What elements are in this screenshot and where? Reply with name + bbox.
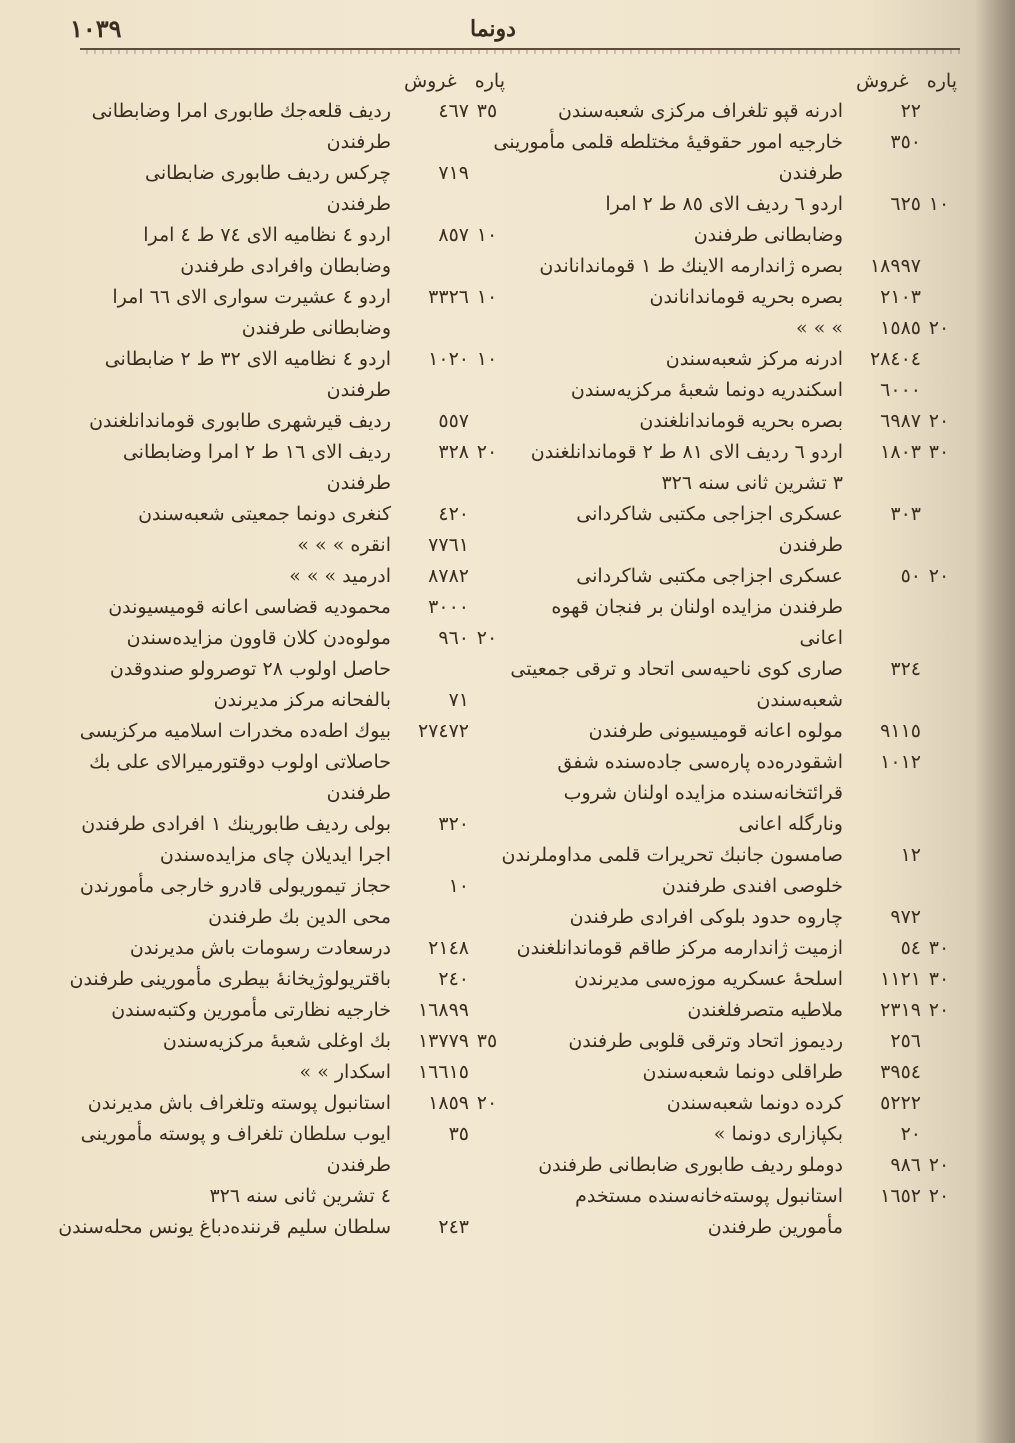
para-amount	[469, 592, 505, 623]
para-amount: ٢٠	[928, 565, 950, 587]
qurush-amount: ٥٠	[900, 565, 921, 587]
donor-text-continuation: وضابطانى طرفندن	[241, 317, 391, 339]
donor-text-continuation: طرفندن	[326, 1154, 391, 1176]
donation-entry	[69, 964, 505, 995]
donor-text: بالفحانه مركز مديرندن	[213, 689, 391, 711]
donor-text: ايوب سلطان تلغراف و پوسته مأمورينى	[80, 1123, 391, 1145]
donation-entry	[537, 964, 957, 995]
para-amount	[469, 530, 505, 561]
left-column	[58, 66, 505, 1243]
qurush-amount: ١٠٢٠	[428, 348, 469, 370]
qurush-amount: ٣٢٤	[890, 658, 921, 680]
para-amount	[921, 840, 957, 871]
donation-entry	[75, 158, 505, 220]
para-amount	[921, 654, 957, 685]
donor-text: خارجيه امور حقوقيهٔ مختلطه قلمى مأمورينى	[493, 131, 843, 153]
para-amount	[921, 251, 957, 282]
para-amount: ١٠	[476, 224, 498, 246]
entry-first-line	[75, 1026, 505, 1057]
donation-entry	[75, 623, 505, 685]
donor-text-continuation: طرفندن	[326, 472, 391, 494]
donation-entry	[493, 127, 957, 189]
qurush-amount: ٩٨٦	[890, 1154, 921, 1176]
entry-first-line	[75, 809, 505, 840]
entry-first-line	[69, 964, 505, 995]
qurush-amount: ١٥٨٥	[880, 317, 921, 339]
donor-text-continuation: طرفندن	[326, 782, 391, 804]
donor-text: رديموز اتحاد وترقى قلوبى طرفندن	[568, 1030, 843, 1052]
entry-first-line	[75, 96, 505, 127]
donor-text: باقتريولوژيخانهٔ بيطرى مأمورينى طرفندن	[69, 968, 391, 990]
qurush-amount: ١٠	[448, 875, 469, 897]
qurush-amount: ٥٢٢٢	[880, 1092, 921, 1114]
qurush-amount: ٣٥	[448, 1123, 469, 1145]
qurush-amount: ٨٥٧	[438, 224, 469, 246]
para-amount: ٢٠	[476, 627, 498, 649]
entry-first-line	[530, 437, 957, 468]
donor-text-continuation: طرفندن	[326, 379, 391, 401]
para-amount	[921, 1119, 957, 1150]
donor-text: حجاز تيموريولى قادرو خارجى مأمورندن	[79, 875, 391, 897]
para-amount	[921, 902, 957, 933]
para-amount: ٢٠	[928, 317, 950, 339]
donation-entry	[75, 685, 505, 716]
para-header: پاره	[926, 70, 957, 92]
qurush-amount: ٣٣٢٦	[428, 286, 469, 308]
qurush-amount: ٢٠	[900, 1123, 921, 1145]
qurush-header: غروش	[855, 70, 909, 92]
donor-text-continuation: قرائتخانه‌سنده مزايده اولنان شروب	[563, 782, 843, 804]
qurush-amount: ٢٢	[900, 100, 921, 122]
para-amount	[921, 282, 957, 313]
donor-text: رديف الاى ١٦ ط ٢ امرا وضابطانى	[122, 441, 391, 463]
qurush-amount: ٣٩٥٤	[880, 1061, 921, 1083]
header-rule	[80, 48, 960, 54]
para-amount	[469, 406, 505, 437]
para-amount	[921, 127, 957, 158]
entry-first-line	[537, 561, 957, 592]
qurush-amount: ٥٤	[900, 937, 921, 959]
entry-first-line	[537, 282, 957, 313]
entry-first-line	[75, 561, 505, 592]
donation-entry	[75, 499, 505, 530]
entry-first-line	[537, 96, 957, 127]
donation-entry	[537, 406, 957, 437]
donation-entry	[501, 840, 957, 902]
qurush-amount: ١٢	[900, 844, 921, 866]
donor-text: مولوه‌دن كلان قاوون مزايده‌سندن	[126, 627, 391, 649]
para-amount: ٣٠	[928, 937, 950, 959]
donation-entry	[75, 344, 505, 406]
para-amount	[469, 1119, 505, 1150]
entry-first-line	[75, 933, 505, 964]
qurush-amount: ٧١	[448, 689, 469, 711]
donor-text: بيوك اطه‌ده مخدرات اسلاميه مركزيسى	[79, 720, 391, 742]
donation-entry	[75, 933, 505, 964]
entry-first-line	[75, 499, 505, 530]
qurush-amount: ٦٢٥	[890, 193, 921, 215]
donation-entry	[75, 995, 505, 1026]
donor-text: ازميت ژاندارمه مركز طاقم قوماندانلغندن	[516, 937, 843, 959]
donation-entry	[75, 437, 505, 499]
para-amount: ٢٠	[928, 1185, 950, 1207]
donor-text: صامسون جانبك تحريرات قلمى مداوملرندن	[501, 844, 843, 866]
entry-first-line	[516, 933, 957, 964]
donation-entry	[516, 933, 957, 964]
donation-entry	[537, 1057, 957, 1088]
donation-entry	[537, 251, 957, 282]
para-amount	[921, 1088, 957, 1119]
qurush-amount: ٩٧٢	[890, 906, 921, 928]
donation-entry	[537, 1150, 957, 1181]
donor-text: اردو ٤ عشيرت سوارى الاى ٦٦ امرا	[112, 286, 391, 308]
para-amount: ٢٠	[476, 1092, 498, 1114]
donor-text: استانبول پوسته وتلغراف باش مديرندن	[87, 1092, 391, 1114]
donor-text-continuation: طرفندن مزايده اولنان بر فنجان قهوه	[551, 596, 843, 618]
donor-text: عسكرى اجزاجى مكتبى شاكردانى	[576, 503, 843, 525]
para-amount	[469, 716, 505, 747]
entry-first-line	[510, 654, 957, 685]
entry-first-line	[75, 592, 505, 623]
qurush-amount: ١٦٦١٥	[417, 1061, 469, 1083]
entry-first-line	[75, 220, 505, 251]
qurush-amount: ٢٧٤٧٢	[417, 720, 469, 742]
donation-entry	[537, 902, 957, 933]
right-column	[493, 66, 957, 1243]
donor-text: چركس رديف طابورى ضابطانى	[145, 162, 391, 184]
qurush-amount: ٣٥٠	[890, 131, 921, 153]
donor-text: رديف قلعه‌جك طابورى امرا وضابطانى	[91, 100, 391, 122]
donor-text-continuation: حاصل اولوب ٢٨ توصرولو صندوقدن	[109, 658, 391, 680]
qurush-amount: ٢٨٤٠٤	[869, 348, 921, 370]
qurush-amount: ٧٧٦١	[428, 534, 469, 556]
para-header: پاره	[474, 70, 505, 92]
entry-first-line	[75, 623, 505, 654]
donor-text: بصره بحريه قومانداناندن	[649, 286, 843, 308]
donation-entry	[75, 282, 505, 344]
para-amount	[469, 1212, 505, 1243]
donor-text-continuation: محى الدين بك طرفندن	[208, 906, 391, 928]
column-header	[75, 66, 505, 96]
donor-text: استانبول پوسته‌خانه‌سنده مستخدم	[575, 1185, 843, 1207]
donor-text-continuation: مأمورين طرفندن	[707, 1216, 843, 1238]
para-amount	[469, 933, 505, 964]
entry-first-line	[537, 251, 957, 282]
donor-text-continuation: ٣ تشرين ثانى سنه ٣٢٦	[661, 472, 843, 494]
entry-first-line	[75, 1057, 505, 1088]
para-amount: ١٠	[476, 286, 498, 308]
donor-text-continuation: اجرا ايديلان چاى مزايده‌سندن	[159, 844, 391, 866]
para-amount	[469, 158, 505, 189]
entry-first-line	[537, 375, 957, 406]
entry-first-line	[537, 344, 957, 375]
donation-entry	[75, 592, 505, 623]
qurush-header: غروش	[403, 70, 457, 92]
para-amount	[469, 809, 505, 840]
donor-text: ملاطيه متصرفلغندن	[687, 999, 843, 1021]
para-amount	[921, 1026, 957, 1057]
donor-text: اسكندريه دونما شعبهٔ مركزيه‌سندن	[570, 379, 843, 401]
donor-text: بصره ژاندارمه الاينك ط ١ قومانداناندن	[539, 255, 843, 277]
entry-first-line	[537, 313, 957, 344]
donation-entry	[75, 530, 505, 561]
donation-entry	[75, 406, 505, 437]
donation-entry	[75, 1026, 505, 1057]
qurush-amount: ٣٠٠٠	[428, 596, 469, 618]
entry-first-line	[75, 716, 505, 747]
qurush-amount: ٩٦٠	[438, 627, 469, 649]
para-amount: ٣٠	[928, 968, 950, 990]
donor-text: ادرنه مركز شعبه‌سندن	[665, 348, 843, 370]
qurush-amount: ٢١٠٣	[880, 286, 921, 308]
donation-entry	[75, 561, 505, 592]
qurush-amount: ١٨٥٩	[428, 1092, 469, 1114]
para-amount: ٣٠	[928, 441, 950, 463]
donation-entry	[537, 344, 957, 375]
para-amount: ٢٠	[476, 441, 498, 463]
qurush-amount: ٤٢٠	[438, 503, 469, 525]
qurush-amount: ٨٧٨٢	[428, 565, 469, 587]
donation-entry	[537, 1119, 957, 1150]
para-amount	[469, 561, 505, 592]
entry-first-line	[537, 1026, 957, 1057]
entry-first-line	[75, 530, 505, 561]
entry-first-line	[537, 499, 957, 530]
para-amount	[921, 344, 957, 375]
entry-first-line	[537, 406, 957, 437]
donation-entry	[75, 1119, 505, 1212]
donor-text: اسلحهٔ عسكريه موزه‌سى مديرندن	[574, 968, 843, 990]
para-amount: ٢٠	[928, 1154, 950, 1176]
donation-entry	[537, 375, 957, 406]
entry-first-line	[75, 406, 505, 437]
donor-text: ادرميد » » »	[289, 565, 391, 587]
qurush-amount: ١٠١٢	[880, 751, 921, 773]
entry-first-line	[537, 716, 957, 747]
qurush-amount: ٣٢٨	[438, 441, 469, 463]
entry-first-line	[537, 189, 957, 220]
qurush-amount: ١٦٨٩٩	[417, 999, 469, 1021]
entry-first-line	[537, 1181, 957, 1212]
entry-first-line	[75, 995, 505, 1026]
para-amount	[921, 96, 957, 127]
qurush-amount: ١١٢١	[880, 968, 921, 990]
donation-entry	[537, 561, 957, 654]
para-amount	[469, 995, 505, 1026]
donor-text: چاروه حدود بلوكى افرادى طرفندن	[569, 906, 843, 928]
donor-text-continuation: اعانى	[799, 627, 843, 649]
qurush-amount: ٢٥٦	[890, 1030, 921, 1052]
donation-entry	[58, 1212, 505, 1243]
donation-entry	[537, 747, 957, 840]
qurush-amount: ١٣٧٧٩	[417, 1030, 469, 1052]
donor-text-continuation: طرفندن	[326, 193, 391, 215]
qurush-amount: ٩١١٥	[880, 720, 921, 742]
donation-entry	[537, 499, 957, 561]
page-number: ١٠٣٩	[70, 14, 122, 43]
donation-entry	[537, 995, 957, 1026]
para-amount	[921, 716, 957, 747]
donor-text-continuation: حاصلاتى اولوب دوقتورميرالاى على بك	[89, 751, 391, 773]
entry-first-line	[537, 1088, 957, 1119]
para-amount: ٣٥	[476, 100, 498, 122]
para-amount	[469, 685, 505, 716]
para-amount: ٣٥	[476, 1030, 498, 1052]
qurush-amount: ٣٠٣	[890, 503, 921, 525]
qurush-amount: ٦٠٠٠	[880, 379, 921, 401]
donation-entry	[75, 220, 505, 282]
para-amount	[469, 499, 505, 530]
donation-entry	[537, 189, 957, 251]
donor-text: انقره » » »	[297, 534, 391, 556]
donor-text: عسكرى اجزاجى مكتبى شاكردانى	[576, 565, 843, 587]
donation-entry	[537, 1026, 957, 1057]
entry-first-line	[75, 1088, 505, 1119]
donation-entry	[75, 1057, 505, 1088]
donor-text: اردو ٤ نظاميه الاى ٧٤ ط ٤ امرا	[143, 224, 391, 246]
para-amount	[469, 1057, 505, 1088]
donor-text: » » »	[796, 317, 843, 339]
donor-text: محموديه قضاسى اعانه قوميسيوندن	[108, 596, 391, 618]
donor-text: كنغرى دونما جمعيتى شعبه‌سندن	[138, 503, 391, 525]
entry-first-line	[75, 344, 505, 375]
donor-text: اسكدار » »	[299, 1061, 391, 1083]
donation-entry	[537, 282, 957, 313]
entry-first-line	[537, 995, 957, 1026]
running-head: دونما	[470, 16, 516, 42]
donor-text-continuation: وضابطان وافرادى طرفندن	[180, 255, 391, 277]
para-amount: ٢٠	[928, 999, 950, 1021]
donation-entry	[537, 716, 957, 747]
para-amount	[469, 871, 505, 902]
donor-text: بصره بحريه قوماندانلغندن	[639, 410, 843, 432]
para-amount	[921, 1057, 957, 1088]
para-amount	[921, 375, 957, 406]
qurush-amount: ٤٦٧	[438, 100, 469, 122]
donation-entry	[537, 96, 957, 127]
para-amount: ٢٠	[928, 410, 950, 432]
entry-first-line	[75, 1119, 505, 1150]
qurush-amount: ٧١٩	[438, 162, 469, 184]
donor-text: اشقودره‌ده پاره‌سى جاده‌سنده شفق	[557, 751, 843, 773]
donor-text-continuation: وضابطانى طرفندن	[693, 224, 843, 246]
donor-text: بكپازارى دونما »	[713, 1123, 843, 1145]
qurush-amount: ٥٥٧	[438, 410, 469, 432]
donor-text: بك اوغلى شعبهٔ مركزيه‌سندن	[162, 1030, 391, 1052]
donor-text-continuation: طرفندن	[326, 131, 391, 153]
qurush-amount: ٣٢٠	[438, 813, 469, 835]
qurush-amount: ٦٩٨٧	[880, 410, 921, 432]
entry-first-line	[537, 902, 957, 933]
qurush-amount: ١٦٥٢	[880, 1185, 921, 1207]
donation-entry	[510, 654, 957, 716]
para-amount	[921, 499, 957, 530]
entry-first-line	[75, 685, 505, 716]
donor-text: رديف قيرشهرى طابورى قوماندانلغندن	[89, 410, 391, 432]
entry-first-line	[537, 1150, 957, 1181]
donation-entry	[75, 809, 505, 871]
donor-text-continuation: شعبه‌سندن	[756, 689, 843, 711]
entry-first-line	[75, 282, 505, 313]
donation-entry	[530, 437, 957, 499]
qurush-amount: ٢٤٠	[438, 968, 469, 990]
entry-first-line	[501, 840, 957, 871]
donation-entry	[75, 1088, 505, 1119]
donor-text-continuation: طرفندن	[778, 534, 843, 556]
entry-first-line	[75, 871, 505, 902]
qurush-amount: ٢٤٣	[438, 1216, 469, 1238]
para-amount: ١٠	[928, 193, 950, 215]
entry-first-line	[537, 747, 957, 778]
donor-text: بولى رديف طابورينك ١ افرادى طرفندن	[81, 813, 391, 835]
spine-shadow	[975, 0, 1015, 1443]
column-header	[537, 66, 957, 96]
para-amount	[921, 747, 957, 778]
entry-first-line	[537, 1057, 957, 1088]
donation-entry	[75, 96, 505, 158]
donation-entry	[537, 1181, 957, 1243]
donor-text-continuation: طرفندن	[778, 162, 843, 184]
qurush-amount: ٢٣١٩	[880, 999, 921, 1021]
entry-first-line	[493, 127, 957, 158]
donor-text: صارى كوى ناحيه‌سى اتحاد و ترقى جمعيتى	[510, 658, 843, 680]
entry-first-line	[58, 1212, 505, 1243]
donation-entry	[537, 1088, 957, 1119]
qurush-amount: ٢١٤٨	[428, 937, 469, 959]
donor-text: اردو ٦ ردیف الاى ٨١ ط ٢ قوماندانلغندن	[530, 441, 843, 463]
donor-text-continuation: خلوصى افندى طرفندن	[661, 875, 843, 897]
donor-text-continuation: ونارگله اعانى	[738, 813, 843, 835]
qurush-amount: ١٨٠٣	[880, 441, 921, 463]
donor-text: خارجيه نظارتى مأمورين وكتبه‌سندن	[111, 999, 391, 1021]
qurush-amount: ١٨٩٩٧	[869, 255, 921, 277]
entry-first-line	[75, 158, 505, 189]
entry-first-line	[537, 1119, 957, 1150]
para-amount	[469, 964, 505, 995]
donor-text: دوملو رديف طابورى ضابطانى طرفندن	[538, 1154, 843, 1176]
donor-text: اردو ٦ رديف الاى ٨٥ ط ٢ امرا	[605, 193, 843, 215]
donor-text-continuation: ٤ تشرين ثانى سنه ٣٢٦	[209, 1185, 391, 1207]
donor-text: مولوه اعانه قوميسيونى طرفندن	[588, 720, 843, 742]
donor-text: اردو ٤ نظاميه الاى ٣٢ ط ٢ ضابطانى	[104, 348, 391, 370]
donation-entry	[75, 716, 505, 809]
entry-first-line	[75, 437, 505, 468]
entry-first-line	[537, 964, 957, 995]
donor-text: درسعادت رسومات باش مديرندن	[129, 937, 391, 959]
para-amount: ١٠	[476, 348, 498, 370]
donor-text: كرده دونما شعبه‌سندن	[666, 1092, 843, 1114]
donor-text: طراقلى دونما شعبه‌سندن	[642, 1061, 843, 1083]
donation-entry	[75, 871, 505, 933]
donor-text: ادرنه قپو تلغراف مركزى شعبه‌سندن	[557, 100, 843, 122]
donor-text: سلطان سليم قرننده‌دباغ يونس محله‌سندن	[58, 1216, 391, 1238]
donation-entry	[537, 313, 957, 344]
